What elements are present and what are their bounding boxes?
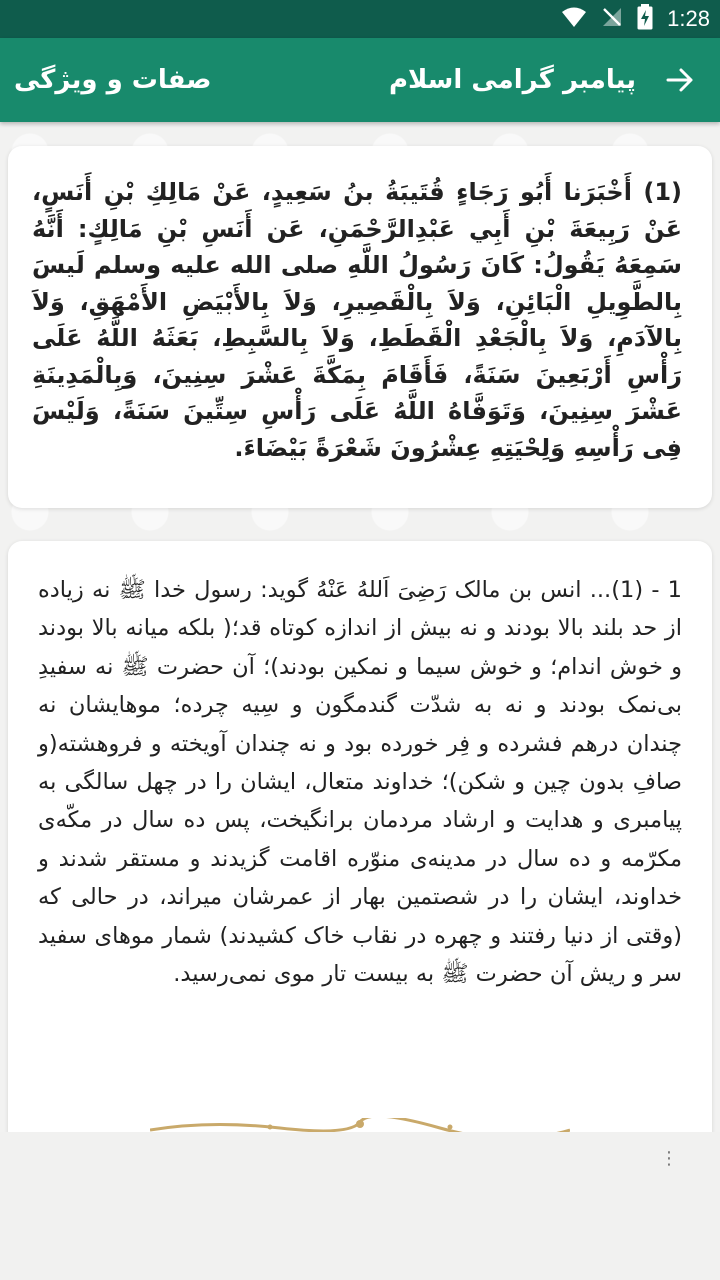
- wifi-icon: [561, 6, 587, 32]
- back-button[interactable]: [660, 60, 700, 100]
- page-subtitle: صفات و ویژگی: [14, 65, 212, 95]
- ornament-divider-icon: [150, 1118, 570, 1132]
- status-icons: [561, 0, 710, 38]
- no-signal-icon: [601, 6, 623, 32]
- persian-translation-card: [8, 541, 712, 1161]
- battery-charging-icon: [637, 4, 653, 34]
- scroll-marker-icon: ⋮: [660, 1148, 678, 1169]
- arrow-right-icon: [666, 67, 694, 93]
- arabic-hadith-text: (1) أَخْبَرَنا أَبُو رَجَاءٍ قُتَيبَةُ بنُ سَعِيدٍ، عَنْ مَالِكِ بْنِ أَنَسٍ، عَنْ رَبِيعَةَ بْنِ أَبِي عَبْدِالرَّحْمَنِ، عَن أَنَسِ بْنِ مَالِكٍ: أَنَّهُ سَمِعَهُ يَقُولُ: كَانَ رَسُولُ اللَّهِ صلی الله عليه وسلم لَيسَ بِالطَّوِيلِ الْبَائِنِ، وَلاَ بِالْقَصِيرِ، وَلاَ بِالأَبْيَضِ الأَمْهَقِ، وَلاَ بِالآدَمِ، وَلاَ بِالْجَعْدِ الْقَطَطِ، وَلاَ بِالسَّبِطِ، بَعَثَهُ اللَّهُ عَلَى رَأْسِ أَرْبَعِينَ سَنَةً، فَأَقَامَ بِمَكَّةَ عَشْرَ سِنِينَ، وَبِالْمَدِينَةِ عَشْرَ سِنِينَ، وَتَوَفَّاهُ اللَّهُ عَلَى رَأْسِ سِتِّينَ سَنَةً، وَلَيْسَ فِى رَأْسِهِ وَلِحْيَتِهِ عِشْرُونَ شَعْرَةً بَيْضَاءَ.: [32, 178, 682, 462]
- bottom-blank-area: [0, 1132, 720, 1280]
- persian-translation-text: 1 - (1)... انس بن مالک رَضِیَ اَللهُ عَنْهُ گوید: رسول خدا ﷺ نه زیاده از حد بلند بالا بودند و نه بیش از اندازه کوتاه قد؛( بلکه میانه بالا بودند و خوش اندام؛ و خوش سیما و نمکین بودند)؛ آن حضرت ﷺ نه سفیدِ بی‌نمک بودند و نه به شدّت گندمگون و سِیه چرده؛ موهایشان نه چندان درهم فشرده و فِر خورده بود و نه چندان آویخته و فروهشته(و صافِ بدون چین و شکن)؛ خداوند متعال، ایشان را در چهل سالگی به پیامبری و هدایت و ارشاد مردمان برانگیخت، پس ده سال در مکّه‌ی مکرّمه و ده سال در مدینه‌ی منوّره اقامت گزیدند و مستقر شدند و خداوند، ایشان را در شصتمین بهار از عمرشان میراند، در حالی که (وقتی از دنیا رفتند و چهره در نقاب خاک کشیدند) شمار موهای سفید سر و ریش آن حضرت ﷺ به بیست تار موی نمی‌رسید.: [38, 577, 682, 988]
- arabic-hadith-card: [8, 146, 712, 508]
- page-title: پیامبر گرامی اسلام: [388, 65, 636, 95]
- status-time: 1:28: [667, 6, 710, 31]
- status-bar: [0, 0, 720, 38]
- app-toolbar: [0, 38, 720, 122]
